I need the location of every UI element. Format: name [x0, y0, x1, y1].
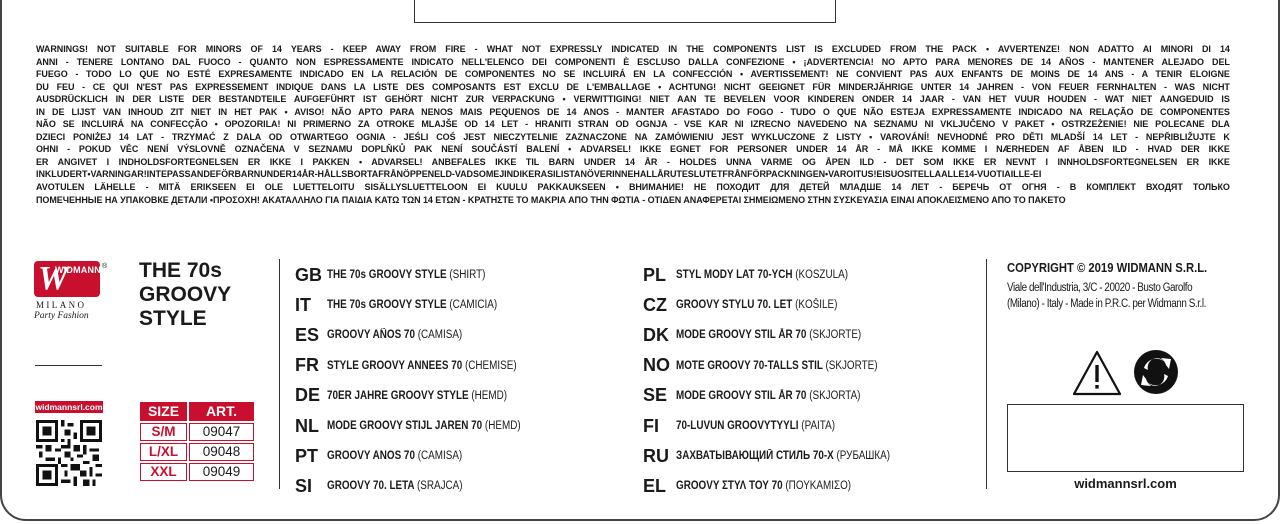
size-cell: XXL: [140, 463, 187, 481]
table-row: [140, 423, 254, 441]
language-name: [327, 450, 462, 462]
language-name: [327, 390, 507, 402]
product-name: GROOVY STYLU 70. LET: [676, 299, 793, 312]
column-divider: [279, 259, 280, 489]
product-name: ЗАХВАТЫВАЮЩИЙ СТИЛЬ 70-Х: [676, 450, 834, 463]
list-item: [643, 260, 925, 290]
website-link: widmannsrl.com: [1074, 476, 1177, 491]
column-divider: [986, 259, 987, 489]
list-item: [643, 441, 925, 471]
list-item: [643, 471, 925, 501]
product-name: STYL MODY LAT 70-YCH: [676, 269, 793, 282]
address-line: (Milano) - Italy - Made in P.R.C. per Widmann S.r.l.: [1007, 298, 1206, 310]
language-code: IT: [295, 294, 311, 315]
size-header: SIZE: [140, 402, 187, 421]
size-table: [138, 400, 256, 483]
art-cell: 09047: [189, 423, 254, 441]
copyright-line: COPYRIGHT © 2019 WIDMANN S.R.L.: [1007, 261, 1208, 275]
address-line: Viale dell'Industria, 3/C - 20020 - Busto Garolfo: [1007, 282, 1193, 294]
logo-mark: [34, 261, 100, 297]
item-name: (KOSZULA): [795, 269, 849, 282]
product-name: MODE GROOVY STIL ÅR 70: [676, 389, 807, 402]
language-list-right: [643, 260, 925, 502]
language-code: PT: [295, 445, 319, 466]
list-item: [643, 381, 925, 411]
item-name: (CAMICIA): [449, 299, 498, 312]
warning-line: IN DE LIJST VAN INHOUD ZIT NIET IN HET PAK • AVISO! NÃO APTO PARA NENOS MAIS PEQUENOS DE 14 ANOS - MANTER AFASTADO DO FOGO - TUDO O QUE NÃO ESTEJA EXPRESSAMENTE INDICADO NA RELAÇÃO DE COMPONENTES: [36, 106, 1230, 117]
list-item: [295, 260, 552, 290]
language-name: [676, 269, 848, 281]
list-item: [295, 471, 552, 501]
product-name: 70ER JAHRE GROOVY STYLE: [327, 389, 469, 402]
table-row: [140, 463, 254, 481]
warning-triangle-icon: [1074, 352, 1120, 394]
size-cell: L/XL: [140, 443, 187, 461]
divider: [35, 365, 102, 366]
language-code: NL: [295, 415, 319, 436]
table-row: [140, 443, 254, 461]
language-name: [676, 450, 890, 462]
product-name: THE 70s GROOVY STYLE: [327, 269, 447, 282]
product-title-line: GROOVY: [139, 283, 232, 306]
warnings-text: [36, 43, 1230, 206]
warning-line: INKLUDERT•VARNINGAR!INTEPASSANDEFÖRBARNUNDER14ÅR-HÅLLSBORTAFRÅNÖPPENELD-VADSOMEJINDIKERASILISTANÖVERINNEHALLÅRUTESLUTETFRÅNFÖRPACKNINGEN•VAROITUS!EISUOSITELLAALLE14-VUOTIAILLE-EI: [36, 169, 1042, 180]
language-name: [676, 329, 861, 341]
list-item: [295, 290, 552, 320]
language-code: DE: [295, 385, 321, 406]
language-code: PL: [643, 264, 667, 285]
item-name: (HEMD): [484, 420, 521, 433]
list-item: [295, 351, 552, 381]
warning-line: DZIECI PONIŻEJ 14 LAT - TRZYMAĆ Z DALA OD OTWARTEGO OGNIA - JEŚLI COŚ JEST NIECZYTELNIE ZAZNACZONE NA ZAMÓWIENIU JEST WYKLUCZONE Z LISTY • VAROVÁNÍ! NEVHODNÉ PRO DĚTI MLADŠÍ 14 LET - NEPŘIBLIŽUJTE K: [36, 131, 1230, 142]
product-name: MODE GROOVY STIJL JAREN 70: [327, 420, 483, 433]
list-item: [295, 441, 552, 471]
product-name: THE 70s GROOVY STYLE: [327, 299, 447, 312]
product-name: STYLE GROOVY ANNEES 70: [327, 359, 463, 372]
language-code: SI: [295, 475, 313, 496]
language-code: SE: [643, 385, 668, 406]
language-code: FI: [643, 415, 659, 436]
product-name: GROOVY ANOS 70: [327, 450, 415, 463]
list-item: [295, 320, 552, 350]
warning-line: ER ANGIVET I INDHOLDSFORTEGNELSEN ER IKKE I PAKKEN • ADVARSEL! ANBEFALES IKKE TIL BARN UNDER 14 ÅR - HOLDES UNNA VARME OG ÅPEN ILD - DET SOM IKKE ER NEVNT I INNHOLDSFORTEGNELSEN ER IKKE: [36, 156, 1230, 167]
item-name: (CAMISA): [417, 450, 463, 463]
language-code: ES: [295, 324, 320, 345]
language-list-left: [295, 260, 552, 502]
warning-line: OHNI - POKUD VĚC NENÍ VÝSLOVNĚ OZNAČENA V SEZNAMU DOPLŇKŮ PAK NENÍ SOUČÁSTÍ BALENÍ • ADVARSEL! IKKE EGNET FOR PERSONER UNDER 14 ÅR - MÅ IKKE KOMME I NÆRHEDEN AF ÅBEN ILD - HVAD DER IKKE: [36, 144, 1230, 155]
warning-line: ПОМЕЧЕННЫЕ НА УПАКОВКЕ ДЕТАЛИ •ΠΡΟΣΟΧΗ! ΑΚΑΤΑΛΛΗΛΟ ΓΙΑ ΠΑΙΔΙΑ ΚΑΤΩ ΤΩΝ 14 ΕΤΩΝ - ΚΡΑΤΗΣΤΕ ΤΟ ΜΑΚΡΙΑ ΑΠΟ ΤΗΝ ΦΩΤΙΑ - ΟΤΙΔΕΝ ΑΝΑΦΕΡΕΤΑΙ ΣΗΜΕΙΩΜΕΝΟ ΣΤΗΝ ΣΥΣΚΕΥΑΣΙΑ ΕΙΝΑΙ ΑΠΟΚΛΕΙΣΜΕΝΟ ΑΠΟ ΤΟ ΠΑΚΕΤΟ: [36, 194, 1066, 205]
language-name: [327, 480, 463, 492]
language-code: RU: [643, 445, 669, 466]
company-address: [1007, 280, 1239, 312]
language-name: [676, 420, 835, 432]
language-name: [327, 420, 521, 432]
size-cell: S/M: [140, 423, 187, 441]
language-name: [676, 390, 860, 402]
product-name: 70-LUVUN GROOVYTYYLI: [676, 420, 799, 433]
blank-label-box: [1007, 404, 1244, 472]
product-name: GROOVY AÑOS 70: [327, 329, 415, 342]
language-code: DK: [643, 324, 669, 345]
language-name: [327, 299, 497, 311]
warning-line: DU FEU - CE QUI N'EST PAS EXPRESSEMENT INDIQUE DANS LA LISTE DES COMPOSANTS EST EXCLU DE L'EMBALLAGE • ACHTUNG! NICHT GEEIGNET FÜR MINDERJÄHRIGE UNTER 14 JAHREN - VON FEUER FERNHALTEN - WAS NICHT: [36, 81, 1230, 92]
item-name: (PAITA): [801, 420, 836, 433]
item-name: (KOŠILE): [795, 299, 838, 312]
item-name: (РУБАШКА): [836, 450, 891, 463]
item-name: (SKJORTA): [809, 389, 861, 402]
list-item: [643, 320, 925, 350]
item-name: (CHEMISE): [464, 359, 517, 372]
item-name: (SKJORTE): [825, 359, 878, 372]
registered-mark: ®: [102, 263, 108, 270]
language-code: FR: [295, 355, 319, 376]
product-title-line: STYLE: [139, 307, 207, 330]
green-dot-recycle-icon: [1134, 350, 1178, 394]
language-code: GB: [295, 264, 322, 285]
item-name: (CAMISA): [417, 329, 463, 342]
item-name: (SRAJCA): [416, 480, 463, 493]
warning-line: NÃO SE INCLUIRÁ NA CONFECÇÃO • OPOZORILA! NI PRIMERNO ZA OTROKE MLAJŠE OD 14 LET - HRANITI STRAN OD OGNJA - VSE KAR NI IZRECNO NAVEDENO NA SEZNAMU NI VKLJUČENO V PAKET • OSTRZEŻENIE! NIE POLECANE DLA: [36, 119, 1230, 130]
product-title-line: THE 70s: [139, 259, 222, 282]
product-title: [139, 259, 259, 331]
language-name: [676, 299, 837, 311]
list-item: [643, 411, 925, 441]
language-code: EL: [643, 475, 667, 496]
warning-line: ANNI - TENERE LONTANO DAL FUOCO - QUANTO NON ESPRESSAMENTE INDICATO NELL'ELENCO DEI COMPONENTI È ESCLUSO DALLA CONFEZIONE • ¡ADVERTENCIA! NO APTO PARA MENORES DE 14 AÑOS - MANTENER ALEJADO DEL: [36, 56, 1230, 67]
safety-symbols: [1073, 349, 1185, 397]
language-name: [676, 360, 878, 372]
language-name: [327, 329, 462, 341]
language-name: [327, 269, 485, 281]
language-code: NO: [643, 355, 670, 376]
logo-tagline: Party Fashion: [34, 311, 89, 321]
list-item: [643, 290, 925, 320]
product-name: MODE GROOVY STIL ÅR 70: [676, 329, 807, 342]
item-name: (HEMD): [471, 389, 508, 402]
warning-line: WARNINGS! NOT SUITABLE FOR MINORS OF 14 YEARS - KEEP AWAY FROM FIRE - WHAT NOT EXPRESSLY INDICATED IN THE COMPONENTS LIST IS EXCLUDED FROM THE PACK • AVVERTENZE! NON ADATTO AI MINORI DI 14: [36, 44, 1230, 54]
item-name: (ΠΟΥΚΑΜΙΣΟ): [785, 480, 852, 493]
logo-w: W: [38, 260, 69, 297]
language-name: [676, 480, 851, 492]
site-badge: widmannsrl.com: [35, 402, 103, 412]
warning-line: AVOTULEN LÄHELLE - MITÄ ERIKSEEN EI OLE LUETTELOITU SISÄLLYSLUETTELOON EI KUULU PAKKAUKSEEN • ВНИМАНИЕ! НЕ ПОХОДИТ ДЛЯ ДЕТЕЙ МЛАДШЕ 14 ЛЕТ - БЕРЕЧЬ ОТ ОГНЯ - В КОМПЛЕКТ ВХОДЯТ ТОЛЬКО: [36, 182, 1230, 193]
language-code: CZ: [643, 294, 667, 315]
logo-text: WIDMANN: [55, 265, 101, 275]
warning-line: FUEGO - TODO LO QUE NO ESTÉ EXPRESAMENTE INDICADO EN LA RELACIÓN DE COMPONENTES NO SE INCLUIRÁ EN LA CONFECCIÓN • AVERTISSEMENT! NE CONVIENT PAS AUX ENFANTS DE MOINS DE 14 ANS - A TENIR ELOIGNE: [36, 69, 1230, 80]
art-cell: 09048: [189, 443, 254, 461]
list-item: [295, 381, 552, 411]
widmann-logo: [34, 261, 112, 323]
item-name: (SHIRT): [449, 269, 486, 282]
logo-city: MILANO: [36, 300, 87, 310]
warning-line: AUSDRÜCKLICH IN DER LISTE DER BESTANDTEILE AUFGEFÜHRT IST GEHÖRT NICHT ZUR VERPACKUNG • VERWITTIGING! NIET AAN TE BEVELEN VOOR KINDEREN ONDER 14 JAAR - VAN HET VUUR HOUDEN - WAT NIET AANGEDUID IS: [36, 94, 1230, 105]
product-name: MOTE GROOVY 70-TALLS STIL: [676, 359, 823, 372]
list-item: [643, 351, 925, 381]
product-name: GROOVY 70. LETA: [327, 480, 415, 493]
top-label-box: [414, 0, 836, 23]
qr-code-icon: [36, 420, 102, 486]
art-header: ART.: [189, 402, 254, 421]
product-name: GROOVY ΣΤΥΛ ΤΟΥ 70: [676, 480, 783, 493]
language-name: [327, 360, 517, 372]
item-name: (SKJORTE): [809, 329, 862, 342]
art-cell: 09049: [189, 463, 254, 481]
list-item: [295, 411, 552, 441]
